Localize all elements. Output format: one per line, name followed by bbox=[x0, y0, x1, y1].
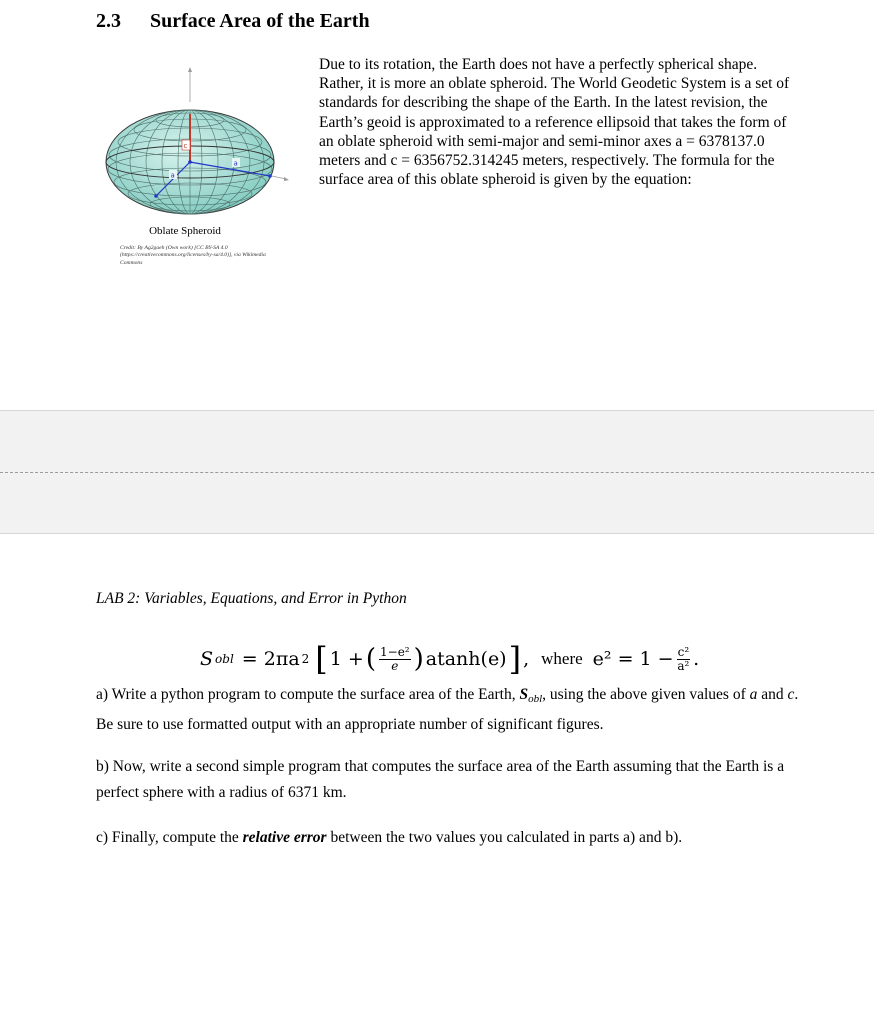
label-a-right: a bbox=[233, 159, 238, 168]
eq-rhs-frac-num: c² bbox=[677, 644, 690, 659]
eq-period: . bbox=[693, 648, 700, 670]
part-a-suffix: . Be sure to use formatted output with an appropriate number of significant figures. bbox=[96, 686, 799, 733]
eq-lhs-subscript: obl bbox=[215, 652, 234, 666]
part-a-var-c: c bbox=[787, 686, 795, 703]
part-c-text bbox=[96, 825, 806, 851]
section-title: Surface Area of the Earth bbox=[150, 10, 370, 32]
figure-credit: Credit: By Ag2gaeh (Own work) [CC BY-SA 4.0 (https://creativecommons.org/licenses/by-sa/4.0)], via Wikimedia Commons bbox=[120, 245, 266, 266]
eq-rhs-frac-den: a² bbox=[677, 658, 690, 673]
part-c-prefix: c) Finally, compute the bbox=[96, 829, 243, 846]
section-number: 2.3 bbox=[96, 10, 121, 32]
figure-caption: Oblate Spheroid bbox=[149, 225, 221, 237]
part-a-var-a: a bbox=[749, 686, 758, 703]
part-a-subscript: obl bbox=[528, 693, 543, 705]
part-a-mid: , using the above given values of bbox=[542, 686, 750, 703]
eq-rhs-fraction bbox=[677, 646, 691, 673]
label-a-left: a bbox=[170, 171, 175, 180]
eq-frac-num: 1−e² bbox=[380, 644, 410, 659]
eq-comma: , bbox=[523, 648, 530, 670]
eq-lhs-symbol: S bbox=[200, 648, 214, 670]
label-c: c bbox=[183, 142, 188, 150]
intro-paragraph: Due to its rotation, the Earth does not have a perfectly spherical shape. Rather, it is more an oblate spheroid. The World Geodetic System is a set of standards for describing the shape of the Earth. In the latest revision, the Earth’s geoid is approximated to a reference ellipsoid that takes the form of an oblate spheroid with semi-major and semi-minor axes a = 6378137.0 meters and c = 6356752.314245 meters, respectively. The formula for the surface area of this oblate spheroid is given by the equation: bbox=[319, 56, 790, 189]
lab-header: LAB 2: Variables, Equations, and Error in Python bbox=[96, 590, 407, 607]
eq-exponent: 2 bbox=[301, 652, 310, 666]
part-a-prefix: a) Write a python program to compute the surface area of the Earth, bbox=[96, 686, 520, 703]
part-c-suffix: between the two values you calculated in parts a) and b). bbox=[326, 829, 683, 846]
surface-area-equation: S obl = 2πa 2 [ 1 + ( $\frac{\text{1−e²}}{e}$ ) atanh(e) ] , where e² = 1 − $\frac{\text{c²}}{\text{a²}}$ . bbox=[200, 640, 700, 678]
part-c-emphasis: relative error bbox=[242, 829, 327, 846]
page-break-line bbox=[0, 472, 874, 473]
eq-where: where bbox=[541, 649, 583, 668]
eq-rhs: e² = 1 − bbox=[592, 648, 674, 670]
eq-fraction bbox=[379, 646, 411, 673]
oblate-spheroid-figure bbox=[96, 62, 296, 227]
part-a-and: and bbox=[757, 686, 788, 703]
eq-equals: = 2πa bbox=[241, 648, 300, 670]
eq-one-plus: 1 + bbox=[329, 648, 364, 670]
part-b-text: b) Now, write a second simple program that computes the surface area of the Earth assuming that the Earth is a perfect sphere with a radius of 6371 km. bbox=[96, 758, 785, 801]
part-a-text bbox=[96, 682, 806, 738]
eq-frac-den: e bbox=[391, 658, 399, 673]
part-a-symbol: S bbox=[519, 686, 529, 703]
eq-atanh: atanh(e) bbox=[425, 648, 507, 670]
